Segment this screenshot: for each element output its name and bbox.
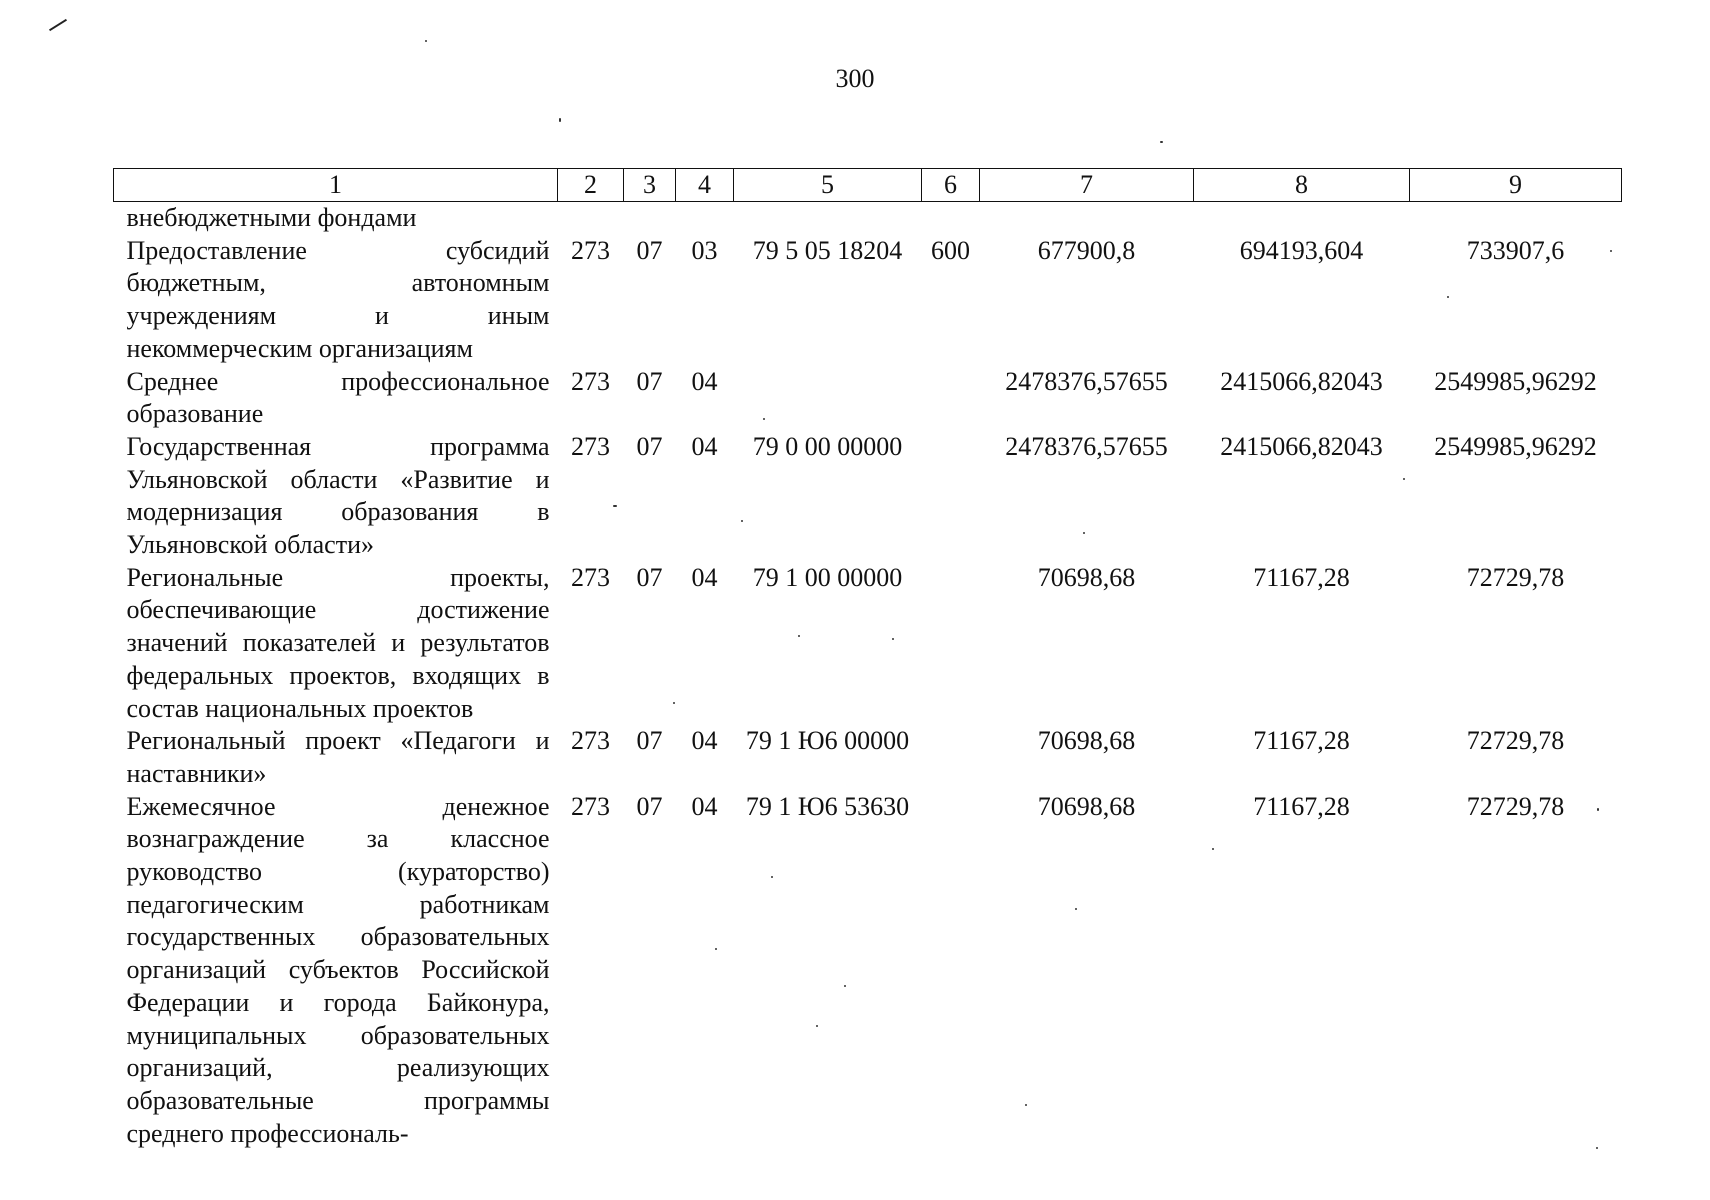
code-col3: 07 <box>636 431 663 461</box>
column-header: 5 <box>734 169 922 202</box>
code-col5: 79 1 Ю6 53630 <box>745 791 910 821</box>
column-header: 6 <box>922 169 980 202</box>
column-header: 4 <box>676 169 734 202</box>
table-row <box>114 235 1622 366</box>
value-col9: 2549985,96292 <box>1434 366 1597 396</box>
code-col5: 79 5 05 18204 <box>752 235 903 265</box>
table-row <box>114 202 1622 235</box>
row-name: внебюджетными фондами <box>126 203 417 232</box>
scan-speck <box>892 638 894 640</box>
table-row <box>114 562 1622 726</box>
column-header: 9 <box>1410 169 1622 202</box>
code-col3: 07 <box>636 562 663 592</box>
code-col6: 600 <box>931 235 970 265</box>
code-col6 <box>922 562 980 726</box>
scan-speck <box>613 505 617 507</box>
code-col3 <box>624 202 676 235</box>
value-col9: 72729,78 <box>1466 562 1565 592</box>
scan-speck <box>816 1025 818 1027</box>
scan-speck <box>1610 250 1612 252</box>
table-row <box>114 366 1622 431</box>
value-col7: 70698,68 <box>1037 562 1136 592</box>
scan-speck <box>1403 478 1405 480</box>
row-name: Ежемесячное денежное вознаграждение за классное руководство (кураторство) педагогическим работникам государственных образовательных организаций субъектов Российской Федерации и города Байконура, муниципальных образовательных организаций, реализующих образовательные программы среднего профессиональ- <box>126 791 550 1148</box>
column-header: 3 <box>624 169 676 202</box>
value-col8: 71167,28 <box>1253 791 1350 821</box>
scan-speck <box>1160 141 1163 143</box>
row-name: Государственная программа Ульяновской области «Развитие и модернизация образования в Ульяновской области» <box>126 431 550 560</box>
value-col7: 2478376,57655 <box>1005 431 1168 461</box>
code-col5: 79 0 00 00000 <box>752 431 903 461</box>
code-col2: 273 <box>571 235 610 265</box>
code-col2: 273 <box>571 431 610 461</box>
budget-table <box>113 168 1622 1150</box>
value-col9: 72729,78 <box>1466 791 1565 821</box>
scan-stroke-mark <box>49 19 67 31</box>
code-col2 <box>558 202 624 235</box>
code-col6 <box>922 791 980 1151</box>
row-name: Предоставление субсидий бюджетным, автономным учреждениям и иным некоммерческим организациям <box>126 235 550 363</box>
value-col8: 2415066,82043 <box>1220 366 1383 396</box>
value-col8: 71167,28 <box>1253 562 1350 592</box>
value-col7: 677900,8 <box>1037 235 1136 265</box>
code-col4: 03 <box>691 235 718 265</box>
value-col9: 2549985,96292 <box>1434 431 1597 461</box>
scan-speck <box>425 40 427 42</box>
table-row <box>114 725 1622 790</box>
scan-speck <box>1597 808 1599 811</box>
table-row <box>114 431 1622 562</box>
code-col6 <box>922 431 980 562</box>
code-col3: 07 <box>636 366 663 396</box>
column-header: 7 <box>980 169 1194 202</box>
code-col3: 07 <box>636 235 663 265</box>
scan-speck <box>1075 908 1077 910</box>
code-col4: 04 <box>691 366 718 396</box>
code-col4: 04 <box>691 562 718 592</box>
column-header: 1 <box>114 169 558 202</box>
scan-speck <box>1447 296 1449 298</box>
code-col3: 07 <box>636 791 663 821</box>
code-col4: 04 <box>691 431 718 461</box>
table-row <box>114 791 1622 1151</box>
scan-speck <box>1083 532 1085 534</box>
code-col6 <box>922 202 980 235</box>
scan-speck <box>559 118 561 122</box>
column-number-header-row <box>114 169 1622 202</box>
code-col5 <box>734 366 922 431</box>
scan-speck <box>1212 848 1214 850</box>
value-col7: 2478376,57655 <box>1005 366 1168 396</box>
scan-speck <box>844 985 846 987</box>
code-col2: 273 <box>571 562 610 592</box>
value-col8: 2415066,82043 <box>1220 431 1383 461</box>
code-col5: 79 1 Ю6 00000 <box>745 726 910 756</box>
scan-speck <box>715 948 717 950</box>
scan-speck <box>771 876 773 878</box>
code-col3: 07 <box>636 726 663 756</box>
code-col6 <box>922 366 980 431</box>
code-col2: 273 <box>571 791 610 821</box>
column-header: 2 <box>558 169 624 202</box>
code-col2: 273 <box>571 366 610 396</box>
value-col9: 72729,78 <box>1466 726 1565 756</box>
code-col5: 79 1 00 00000 <box>752 562 903 592</box>
scan-speck <box>763 418 765 420</box>
value-col7 <box>980 202 1194 235</box>
code-col4 <box>676 202 734 235</box>
code-col5 <box>734 202 922 235</box>
code-col4: 04 <box>691 791 718 821</box>
value-col8: 694193,604 <box>1239 235 1364 265</box>
value-col9: 733907,6 <box>1466 235 1565 265</box>
scan-speck <box>1596 1147 1598 1149</box>
scan-speck <box>741 520 743 522</box>
value-col8: 71167,28 <box>1253 726 1350 756</box>
value-col7: 70698,68 <box>1037 791 1136 821</box>
scan-speck <box>798 635 800 637</box>
page-number: 300 <box>835 64 875 93</box>
code-col4: 04 <box>691 726 718 756</box>
row-name: Региональный проект «Педагоги и наставники» <box>126 726 550 788</box>
scan-speck <box>673 702 675 704</box>
code-col2: 273 <box>571 726 610 756</box>
column-header: 8 <box>1194 169 1410 202</box>
code-col6 <box>922 725 980 790</box>
scan-speck <box>1025 1104 1027 1106</box>
value-col7: 70698,68 <box>1037 726 1136 756</box>
row-name: Среднее профессиональное образование <box>126 366 550 429</box>
row-name: Региональные проекты, обеспечивающие достижение значений показателей и результатов федеральных проектов, входящих в состав национальных проектов <box>126 562 550 723</box>
value-col8 <box>1194 202 1410 235</box>
value-col9 <box>1410 202 1622 235</box>
